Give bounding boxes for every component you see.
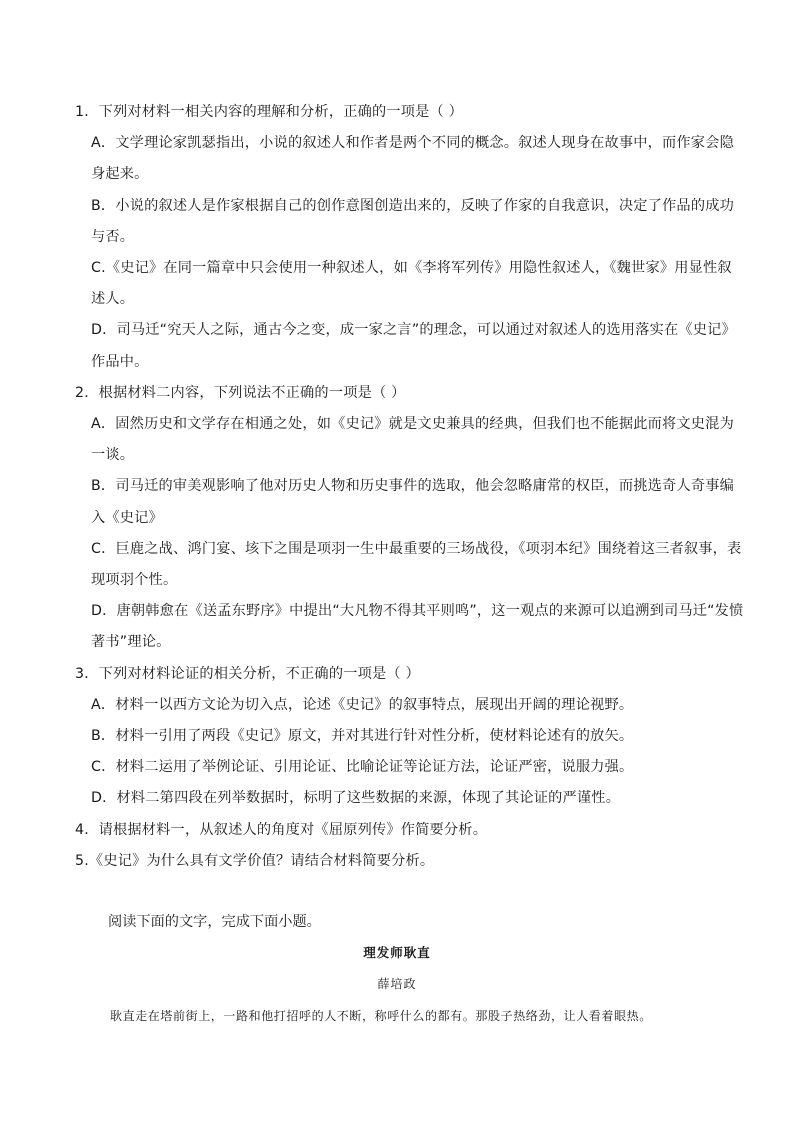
option-line: C．巨鹿之战、鸿门宴、垓下之围是项羽一生中最重要的三场战役，《项羽本纪》围绕着这三者叙事，表 (91, 540, 742, 557)
question-stem-4: 4．请根据材料一，从叙述人的角度对《屈原列传》作简要分析。 (75, 821, 488, 838)
option-line: C．材料二运用了举例论证、引用论证、比喻论证等论证方法，论证严密，说服力强。 (91, 759, 634, 776)
story-first-paragraph: 耿直走在塔前街上，一路和他打招呼的人不断，称呼什么的都有。那股子热络劲，让人看着眼热。 (110, 1009, 652, 1023)
option-continuation: 述人。 (91, 291, 135, 308)
option-continuation: 作品中。 (91, 353, 149, 370)
option-line: A．材料一以西方文论为切入点，论述《史记》的叙事特点，展现出开阔的理论视野。 (91, 696, 634, 713)
option-continuation: 身起来。 (91, 166, 149, 183)
story-author: 薛培政 (377, 977, 417, 991)
story-title: 理发师耿直 (363, 945, 431, 960)
option-line: A．文学理论家凯瑟指出，小说的叙述人和作者是两个不同的概念。叙述人现身在故事中，而作家会隐 (91, 135, 734, 152)
option-line: D．唐朝韩愈在《送孟东野序》中提出“大凡物不得其平则鸣”，这一观点的来源可以追溯到司马迁“发愤 (91, 603, 744, 620)
option-line: A．固然历史和文学存在相通之处，如《史记》就是文史兼具的经典，但我们也不能据此而将文史混为 (91, 416, 734, 432)
question-stem-1: 1．下列对材料一相关内容的理解和分析，正确的一项是（ ） (75, 104, 464, 120)
question-stem-2: 2．根据材料二内容，下列说法不正确的一项是（ ） (75, 384, 406, 401)
option-line: B．小说的叙述人是作家根据自己的创作意图创造出来的，反映了作家的自我意识，决定了作品的成功 (91, 197, 734, 214)
option-continuation: 与否。 (91, 228, 135, 245)
option-continuation: 现项羽个性。 (91, 572, 178, 588)
option-line: C.《史记》在同一篇章中只会使用一种叙述人，如《李将军列传》用隐性叙述人，《魏世家》用显性叙 (91, 260, 732, 276)
option-line: D．材料二第四段在列举数据时，标明了这些数据的来源，体现了其论证的严谨性。 (91, 790, 621, 807)
question-stem-3: 3．下列对材料论证的相关分析，不正确的一项是（ ） (75, 665, 420, 682)
passage-instruction: 阅读下面的文字，完成下面小题。 (108, 914, 321, 930)
question-stem-5: 5.《史记》为什么具有文学价值？请结合材料简要分析。 (75, 852, 435, 869)
option-continuation: 入《史记》 (91, 509, 163, 526)
option-line: B．材料一引用了两段《史记》原文，并对其进行针对性分析，使材料论述有的放矢。 (91, 728, 634, 744)
option-continuation: 著书”理论。 (91, 634, 171, 651)
option-line: D．司马迁“究天人之际，通古今之变，成一家之言”的理念，可以通过对叙述人的选用落实在《史记》 (91, 322, 736, 339)
option-continuation: 一谈。 (91, 447, 135, 464)
option-line: B．司马迁的审美观影响了他对历史人物和历史事件的选取，他会忽略庸常的权臣，而挑选奇人奇事编 (91, 478, 734, 495)
